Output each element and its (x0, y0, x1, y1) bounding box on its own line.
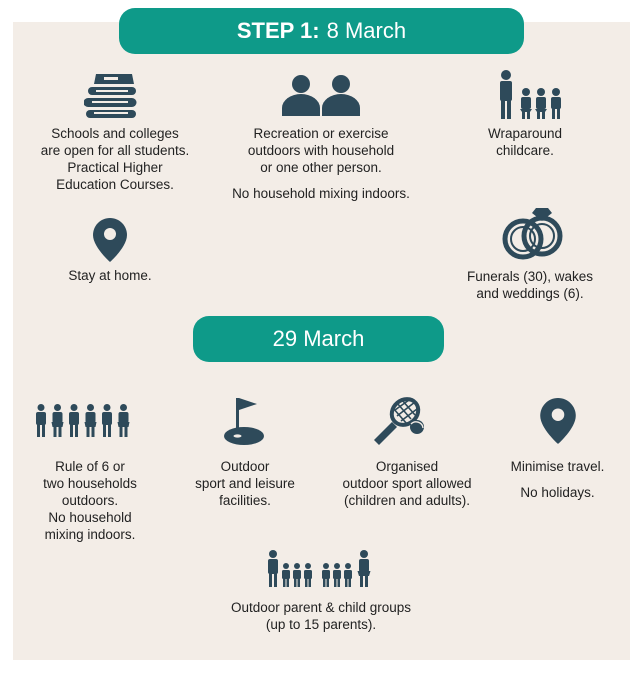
recreation-text: Recreation or exercise outdoors with household or one other person. No household mixing indoors. (232, 126, 410, 201)
funerals-text: Funerals (30), wakes and weddings (6). (466, 269, 594, 301)
parent-child-text: Outdoor parent & child groups (up to 15 parents). (230, 600, 412, 632)
two-people-icon (282, 74, 360, 116)
six-people-icon (34, 404, 134, 438)
wraparound-text: Wraparound childcare. (487, 126, 563, 158)
golf-flag-icon (222, 396, 266, 446)
step2-header (193, 316, 444, 362)
organised-sport-text: Organised outdoor sport allowed (children and adults). (342, 459, 472, 508)
location-pin-icon (540, 398, 576, 444)
step1-date: 8 March (326, 18, 407, 43)
books-icon (84, 72, 140, 120)
family-icon (497, 70, 567, 120)
step1-label: STEP 1: (236, 18, 320, 43)
schools-text: Schools and colleges are open for all students. Practical Higher Education Courses. (40, 126, 190, 192)
rule-of-six-text: Rule of 6 or two households outdoors. No household mixing indoors. (43, 459, 137, 542)
racket-ball-icon (373, 394, 427, 446)
location-pin-icon (93, 218, 127, 262)
parent-child-group-icon (266, 550, 376, 588)
travel-text: Minimise travel. No holidays. (510, 459, 605, 500)
step2-date: 29 March (272, 326, 365, 351)
wedding-rings-icon (500, 206, 568, 260)
outdoor-sport-text: Outdoor sport and leisure facilities. (195, 459, 295, 508)
stay-home-text: Stay at home. (68, 268, 152, 283)
step1-header (119, 8, 524, 54)
